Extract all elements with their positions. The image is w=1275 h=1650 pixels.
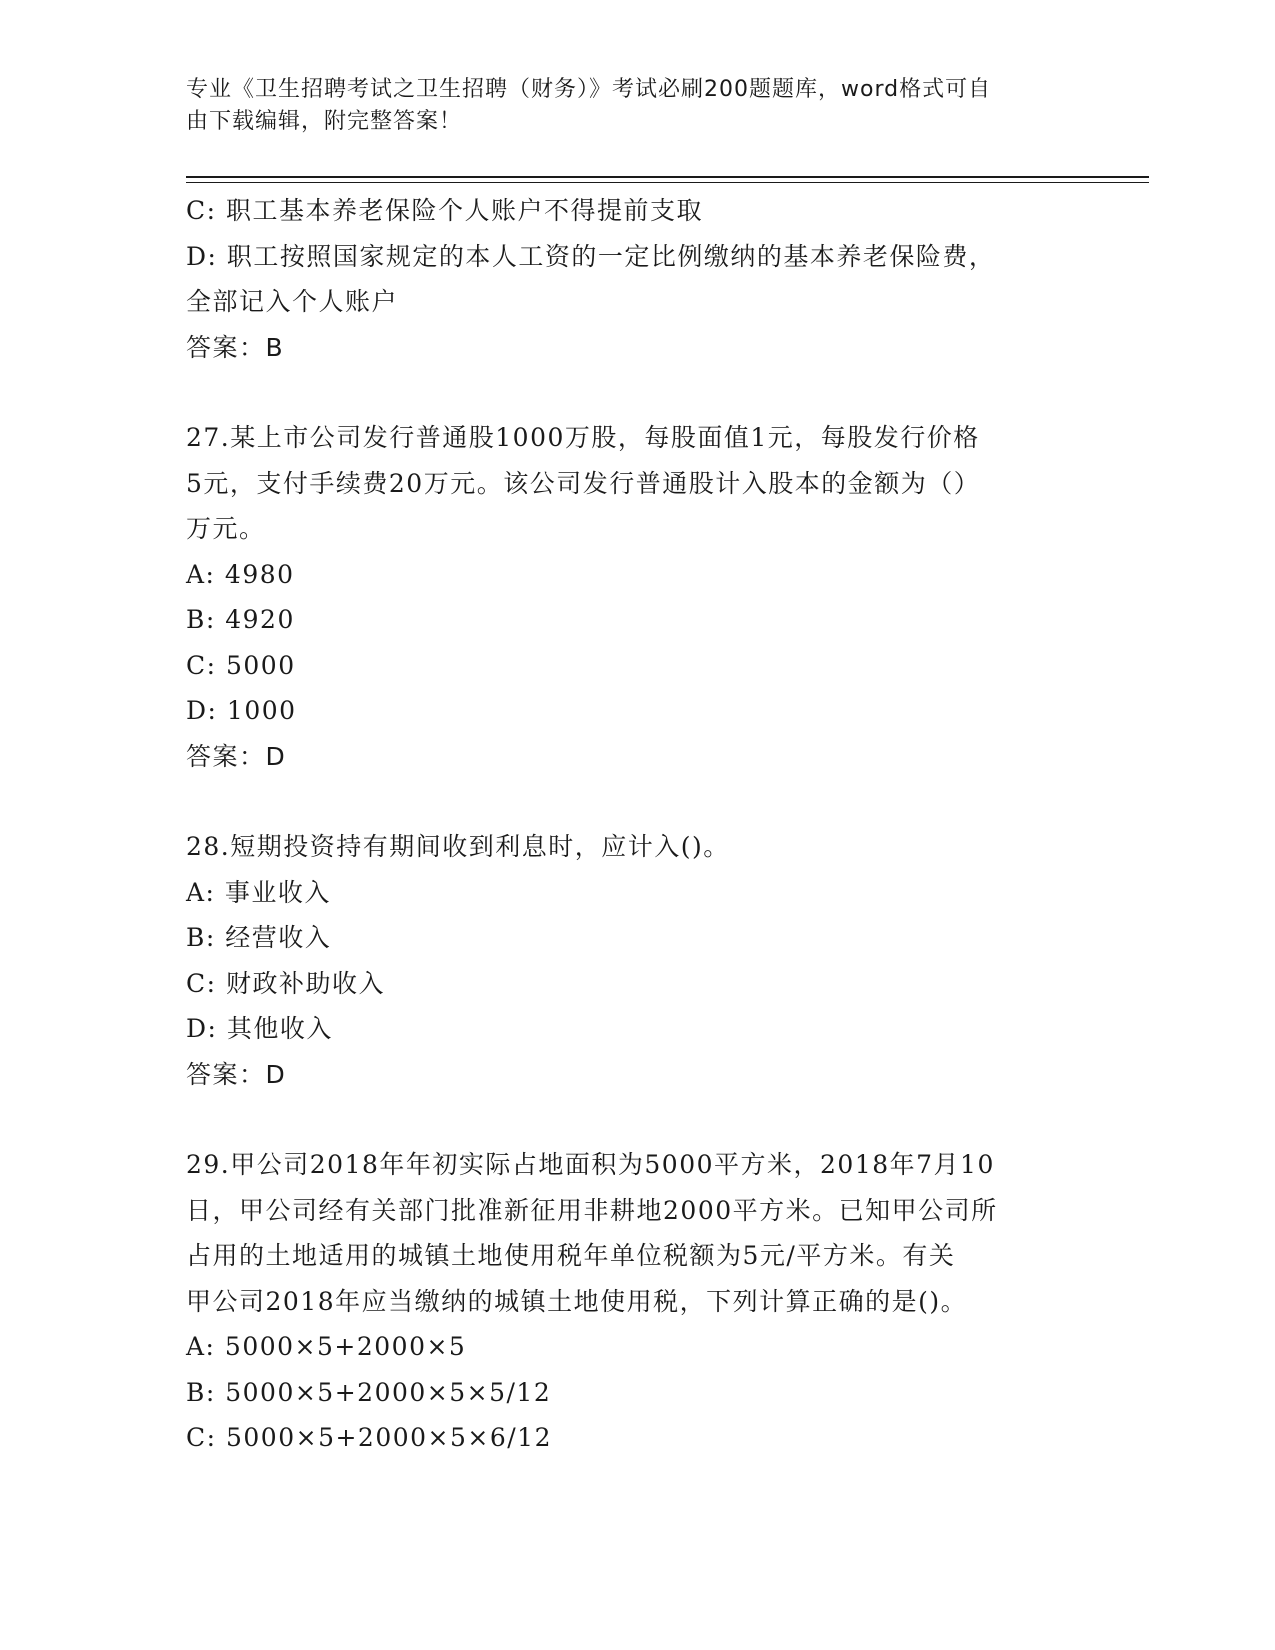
option-b: B: 5000×5+2000×5×5/12 (186, 1377, 552, 1407)
option-c: C: 职工基本养老保险个人账户不得提前支取 (186, 196, 703, 225)
option-c: C: 财政补助收入 (186, 968, 385, 998)
header-line-1: 专业《卫生招聘考试之卫生招聘（财务）》考试必刷200题题库，word格式可自 (186, 77, 992, 102)
answer-label: 答案：B (186, 332, 285, 362)
option-a: A: 4980 (186, 559, 295, 589)
document-header (186, 74, 1066, 138)
question-stem: 日，甲公司经有关部门批准新征用非耕地2000平方米。已知甲公司所 (186, 1195, 998, 1225)
question-stem: 28.短期投资持有期间收到利息时，应计入()。 (186, 832, 730, 861)
question-27 (186, 415, 1066, 779)
option-b: B: 4920 (186, 605, 295, 634)
spacer (186, 779, 1066, 824)
header-divider-thick (186, 176, 1149, 178)
question-list (186, 188, 1066, 1461)
question-28 (186, 824, 1066, 1097)
option-c: C: 5000 (186, 650, 296, 680)
question-stem: 27.某上市公司发行普通股1000万股，每股面值1元，每股发行价格 (186, 423, 980, 452)
question-26-tail (186, 188, 1066, 370)
spacer (186, 370, 1066, 415)
option-d-continued: 全部记入个人账户 (186, 287, 399, 316)
question-29 (186, 1142, 1066, 1461)
header-line-2: 由下载编辑，附完整答案！ (186, 109, 463, 134)
question-stem: 29.甲公司2018年年初实际占地面积为5000平方米，2018年7月10 (186, 1150, 995, 1179)
header-divider-thin (186, 182, 1149, 183)
option-d: D: 1000 (186, 696, 297, 725)
option-b: B: 经营收入 (186, 923, 332, 952)
question-stem: 甲公司2018年应当缴纳的城镇土地使用税，下列计算正确的是()。 (186, 1286, 968, 1316)
question-stem: 万元。 (186, 514, 266, 543)
answer-label: 答案：D (186, 1059, 287, 1089)
answer-label: 答案：D (186, 741, 287, 771)
question-stem: 5元，支付手续费20万元。该公司发行普通股计入股本的金额为（） (186, 468, 981, 498)
option-a: A: 事业收入 (186, 877, 331, 907)
option-d: D: 职工按照国家规定的本人工资的一定比例缴纳的基本养老保险费， (186, 241, 996, 271)
question-stem: 占用的土地适用的城镇土地使用税年单位税额为5元/平方米。有关 (186, 1241, 956, 1270)
option-a: A: 5000×5+2000×5 (186, 1332, 467, 1361)
option-d: D: 其他收入 (186, 1014, 333, 1043)
option-c: C: 5000×5+2000×5×6/12 (186, 1423, 552, 1452)
spacer (186, 1097, 1066, 1142)
